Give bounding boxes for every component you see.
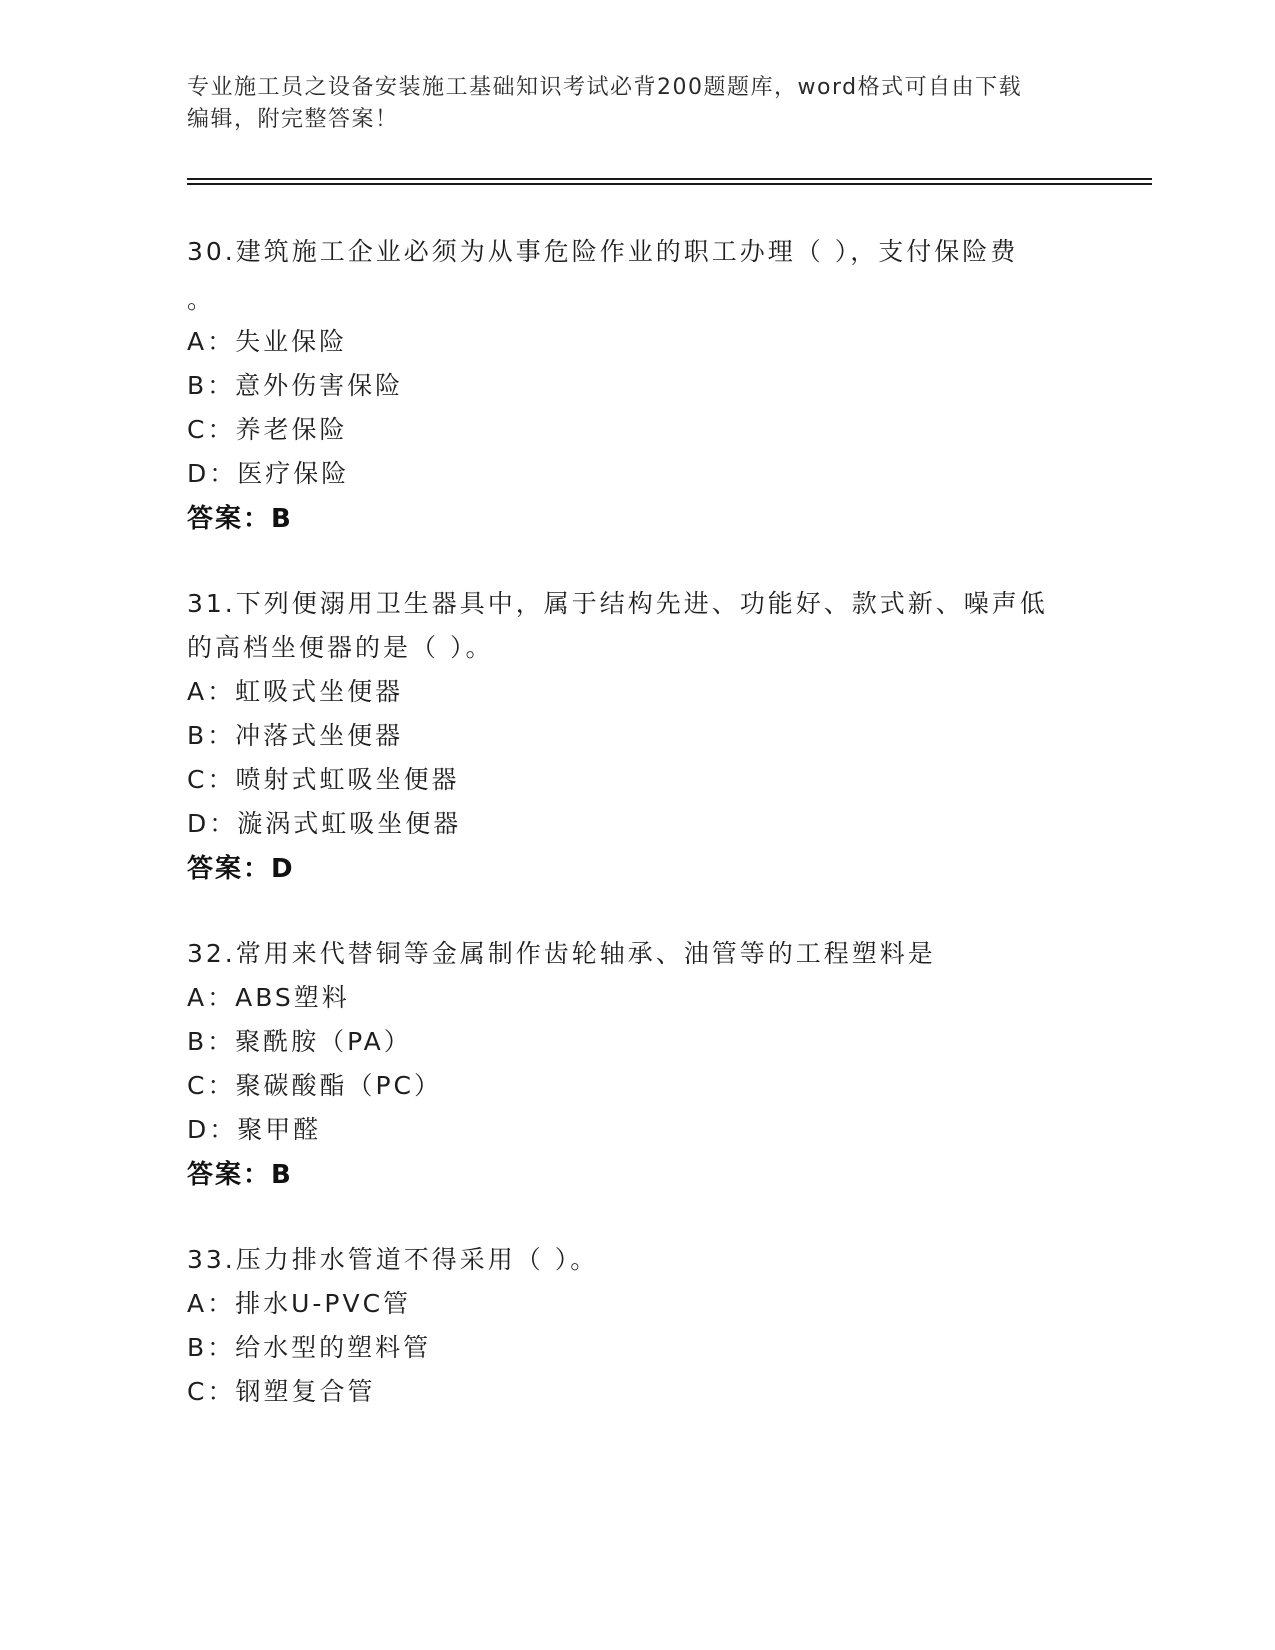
header-divider-top — [187, 178, 1152, 180]
option-a: A：失业保险 — [187, 327, 348, 356]
option-b: B：聚酰胺（PA） — [187, 1027, 412, 1056]
option-c: C：聚碳酸酯（PC） — [187, 1071, 442, 1100]
header-line-1: 专业施工员之设备安装施工基础知识考试必背200题题库，word格式可自由下载 — [187, 75, 1023, 100]
question-stem-continued: 。 — [187, 285, 216, 314]
option-b: B：意外伤害保险 — [187, 371, 404, 400]
option-b: B：冲落式坐便器 — [187, 721, 404, 750]
question-stem: 31.下列便溺用卫生器具中，属于结构先进、功能好、款式新、噪声低 — [187, 589, 1048, 618]
option-c: C：钢塑复合管 — [187, 1377, 376, 1406]
option-a: A：虹吸式坐便器 — [187, 677, 404, 706]
header-divider-bottom — [187, 183, 1152, 185]
option-d: D：聚甲醛 — [187, 1115, 322, 1144]
answer-label: 答案：B — [187, 504, 293, 534]
option-d: D：医疗保险 — [187, 459, 350, 488]
question-stem: 32.常用来代替铜等金属制作齿轮轴承、油管等的工程塑料是 — [187, 939, 936, 968]
document-header — [187, 72, 1087, 136]
question-stem: 33.压力排水管道不得采用（ ）。 — [187, 1245, 599, 1274]
option-a: A：排水U-PVC管 — [187, 1289, 412, 1318]
option-b: B：给水型的塑料管 — [187, 1333, 432, 1362]
question-stem-continued: 的高档坐便器的是（ ）。 — [187, 633, 494, 662]
option-a: A：ABS塑料 — [187, 983, 350, 1012]
header-line-2: 编辑，附完整答案！ — [187, 107, 399, 132]
option-c: C：养老保险 — [187, 415, 348, 444]
option-d: D：漩涡式虹吸坐便器 — [187, 809, 462, 838]
answer-label: 答案：B — [187, 1160, 293, 1190]
option-c: C：喷射式虹吸坐便器 — [187, 765, 460, 794]
question-stem: 30.建筑施工企业必须为从事危险作业的职工办理（ ），支付保险费 — [187, 237, 1019, 266]
answer-label: 答案：D — [187, 854, 295, 884]
